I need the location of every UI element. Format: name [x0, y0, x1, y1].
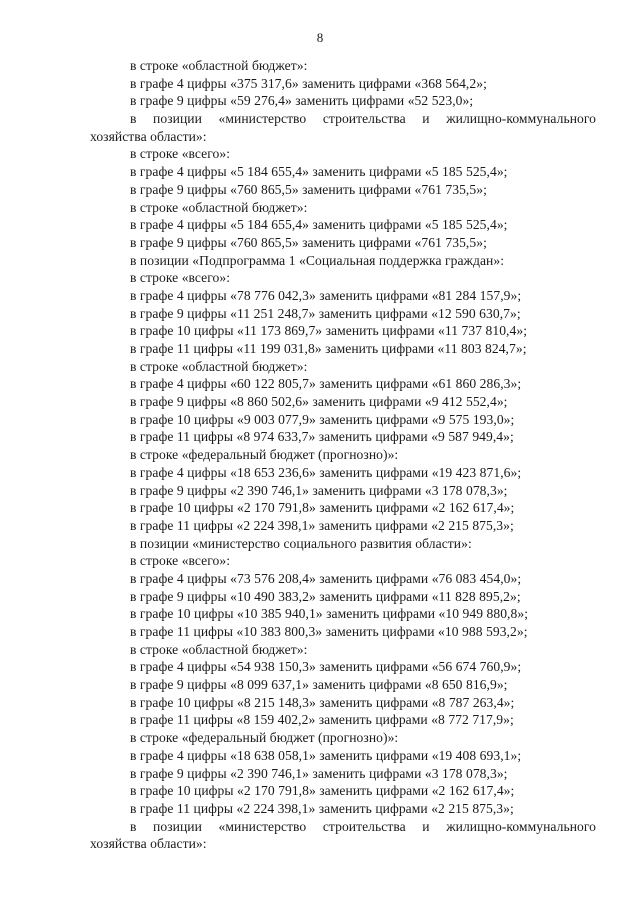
text-line: в графе 9 цифры «59 276,4» заменить цифрами «52 523,0»;: [130, 93, 474, 109]
text-line: в строке «областной бюджет»:: [130, 199, 308, 215]
text-line: хозяйства области»:: [90, 836, 207, 852]
text-line: в графе 9 цифры «8 099 637,1» заменить цифрами «8 650 816,9»;: [130, 677, 508, 693]
text-line: в графе 4 цифры «5 184 655,4» заменить цифрами «5 185 525,4»;: [130, 164, 508, 180]
text-line: в строке «федеральный бюджет (прогнозно)»:: [130, 730, 399, 746]
text-line: в строке «областной бюджет»:: [130, 58, 308, 73]
text-line: в графе 4 цифры «60 122 805,7» заменить цифрами «61 860 286,3»;: [130, 376, 522, 392]
text-line: в графе 11 цифры «8 974 633,7» заменить цифрами «9 587 949,4»;: [130, 429, 514, 445]
text-line: хозяйства области»:: [90, 128, 207, 144]
text-line: в графе 9 цифры «11 251 248,7» заменить цифрами «12 590 630,7»;: [130, 305, 521, 321]
text-line: в графе 10 цифры «10 385 940,1» заменить цифрами «10 949 880,8»;: [130, 606, 529, 622]
text-line: в позиции «министерство социального развития области»:: [130, 535, 472, 551]
text-line: в позиции «министерство строительства и жилищно-коммунального: [130, 111, 596, 127]
text-line: в графе 4 цифры «18 653 236,6» заменить цифрами «19 423 871,6»;: [130, 464, 522, 480]
text-line: в графе 9 цифры «8 860 502,6» заменить цифрами «9 412 552,4»;: [130, 394, 508, 410]
document-body: [90, 57, 596, 853]
text-line: в строке «всего»:: [130, 270, 231, 286]
text-line: в строке «всего»:: [130, 553, 231, 569]
text-line: в строке «областной бюджет»:: [130, 641, 308, 657]
text-line: в графе 11 цифры «11 199 031,8» заменить цифрами «11 803 824,7»;: [130, 341, 527, 356]
text-line: в позиции «Подпрограмма 1 «Социальная поддержка граждан»:: [130, 252, 505, 268]
text-line: в графе 4 цифры «5 184 655,4» заменить цифрами «5 185 525,4»;: [130, 217, 508, 233]
text-line: в графе 4 цифры «54 938 150,3» заменить цифрами «56 674 760,9»;: [130, 659, 522, 675]
text-line: в строке «всего»:: [130, 146, 231, 162]
text-line: в графе 11 цифры «2 224 398,1» заменить цифрами «2 215 875,3»;: [130, 517, 514, 533]
text-line: в графе 10 цифры «8 215 148,3» заменить цифрами «8 787 263,4»;: [130, 694, 515, 710]
text-line: в графе 4 цифры «78 776 042,3» заменить цифрами «81 284 157,9»;: [130, 287, 522, 303]
text-line: в графе 11 цифры «10 383 800,3» заменить цифрами «10 988 593,2»;: [130, 624, 528, 639]
text-line: в графе 9 цифры «10 490 383,2» заменить цифрами «11 828 895,2»;: [130, 588, 521, 604]
text-line: в графе 9 цифры «760 865,5» заменить цифрами «761 735,5»;: [130, 234, 487, 250]
text-line: в позиции «министерство строительства и жилищно-коммунального: [130, 818, 596, 834]
text-line: в графе 10 цифры «2 170 791,8» заменить цифрами «2 162 617,4»;: [130, 783, 515, 799]
text-line: в графе 4 цифры «375 317,6» заменить цифрами «368 564,2»;: [130, 75, 487, 91]
text-line: в графе 11 цифры «8 159 402,2» заменить цифрами «8 772 717,9»;: [130, 712, 514, 728]
text-line: в графе 9 цифры «2 390 746,1» заменить цифрами «3 178 078,3»;: [130, 765, 508, 781]
text-line: в графе 10 цифры «2 170 791,8» заменить цифрами «2 162 617,4»;: [130, 500, 515, 516]
text-line: в графе 9 цифры «760 865,5» заменить цифрами «761 735,5»;: [130, 181, 487, 197]
page-number: 8: [316, 30, 324, 45]
text-line: в графе 4 цифры «18 638 058,1» заменить цифрами «19 408 693,1»;: [130, 747, 522, 763]
text-line: в графе 10 цифры «11 173 869,7» заменить цифрами «11 737 810,4»;: [130, 323, 528, 339]
text-line: в строке «областной бюджет»:: [130, 358, 308, 374]
text-line: в графе 4 цифры «73 576 208,4» заменить цифрами «76 083 454,0»;: [130, 570, 522, 586]
text-line: в графе 11 цифры «2 224 398,1» заменить цифрами «2 215 875,3»;: [130, 800, 514, 816]
text-line: в графе 9 цифры «2 390 746,1» заменить цифрами «3 178 078,3»;: [130, 482, 508, 498]
text-line: в графе 10 цифры «9 003 077,9» заменить цифрами «9 575 193,0»;: [130, 411, 515, 427]
text-line: в строке «федеральный бюджет (прогнозно)»:: [130, 447, 399, 463]
